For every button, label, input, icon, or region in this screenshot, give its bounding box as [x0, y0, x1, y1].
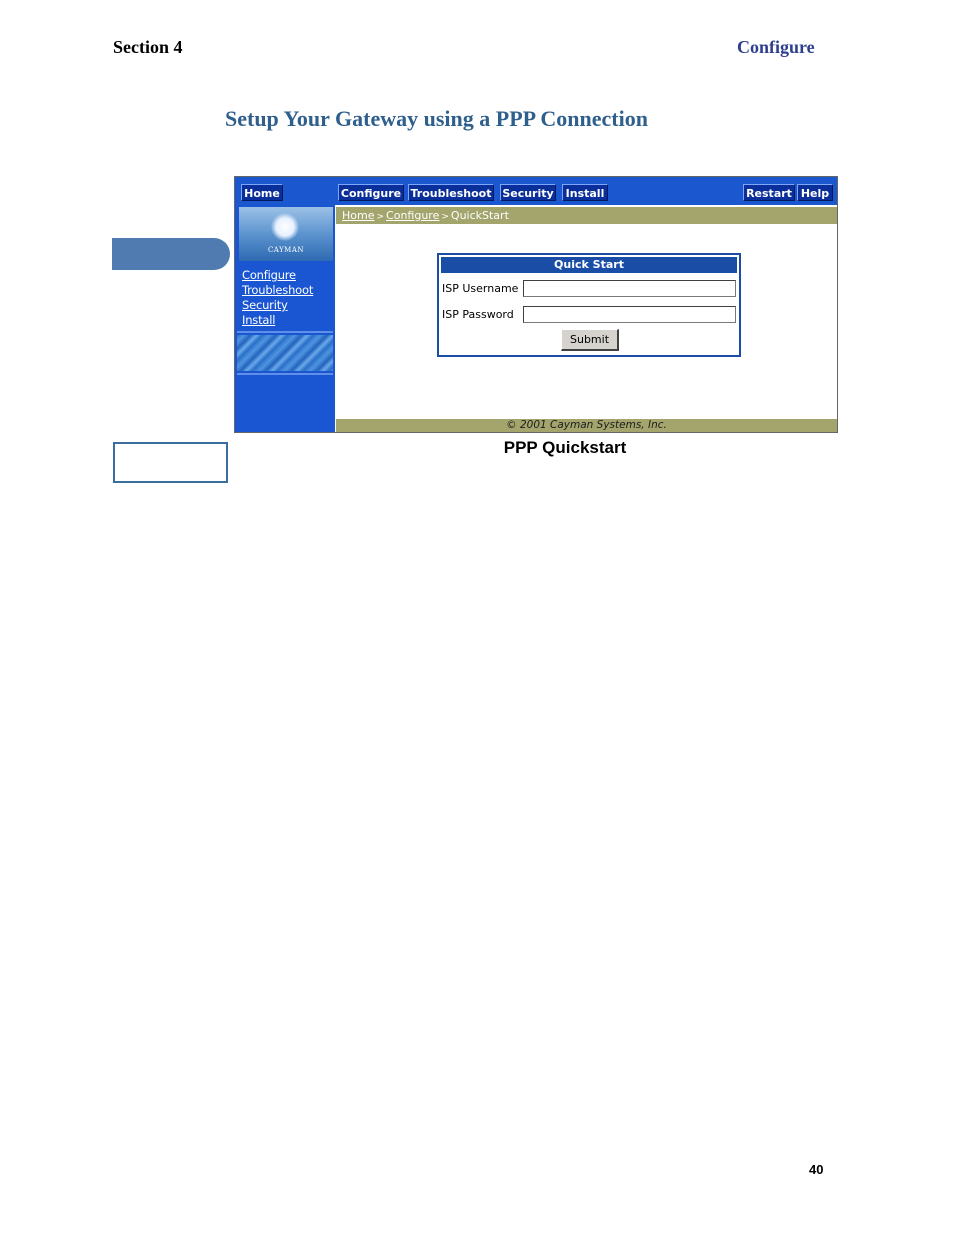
- sun-logo-icon: [271, 213, 299, 241]
- page-title: Setup Your Gateway using a PPP Connection: [225, 106, 648, 131]
- chapter-label: Configure: [737, 37, 815, 57]
- nav-home-button[interactable]: Home: [241, 184, 283, 201]
- figure-caption: PPP Quickstart: [503, 438, 627, 457]
- breadcrumb-current: QuickStart: [450, 209, 509, 222]
- isp-password-input[interactable]: [523, 306, 736, 323]
- section-side-tab: [112, 238, 230, 270]
- breadcrumb-home-link[interactable]: Home: [342, 209, 375, 222]
- breadcrumb: [336, 207, 837, 224]
- sidebar-item-configure[interactable]: Configure: [242, 268, 296, 282]
- breadcrumb-configure-link[interactable]: Configure: [386, 209, 440, 222]
- cayman-logo: [239, 207, 333, 261]
- copyright-text: © 2001 Cayman Systems, Inc.: [506, 419, 667, 431]
- nav-restart-button[interactable]: Restart: [743, 184, 795, 201]
- nav-security-button[interactable]: Security: [500, 184, 556, 201]
- section-label: Section 4: [113, 37, 183, 57]
- footer-bar: [336, 419, 837, 432]
- sidebar-divider: [237, 331, 333, 333]
- nav-troubleshoot-button[interactable]: Troubleshoot: [408, 184, 494, 201]
- sidebar-links: [242, 268, 313, 328]
- quick-start-form: [437, 253, 741, 357]
- nav-install-button[interactable]: Install: [562, 184, 608, 201]
- nav-help-button[interactable]: Help: [797, 184, 833, 201]
- sidebar: [235, 205, 335, 432]
- logo-wordmark: CAYMAN: [267, 246, 305, 254]
- page-number: 40: [809, 1162, 824, 1177]
- sidebar-divider: [237, 373, 333, 375]
- nav-configure-button[interactable]: Configure: [338, 184, 404, 201]
- sidebar-item-security[interactable]: Security: [242, 298, 288, 312]
- isp-username-label: ISP Username: [442, 282, 519, 295]
- top-nav-bar: [235, 177, 837, 205]
- submit-button[interactable]: Submit: [561, 329, 619, 351]
- sidebar-item-troubleshoot[interactable]: Troubleshoot: [242, 283, 314, 297]
- isp-password-label: ISP Password: [442, 308, 514, 321]
- sidebar-item-install[interactable]: Install: [242, 313, 276, 327]
- breadcrumb-separator: >: [376, 212, 385, 222]
- water-decoration-image: [237, 335, 333, 371]
- quick-start-title: Quick Start: [441, 257, 737, 273]
- breadcrumb-separator: >: [441, 212, 449, 222]
- web-ui-screenshot: [234, 176, 838, 433]
- isp-username-input[interactable]: [523, 280, 736, 297]
